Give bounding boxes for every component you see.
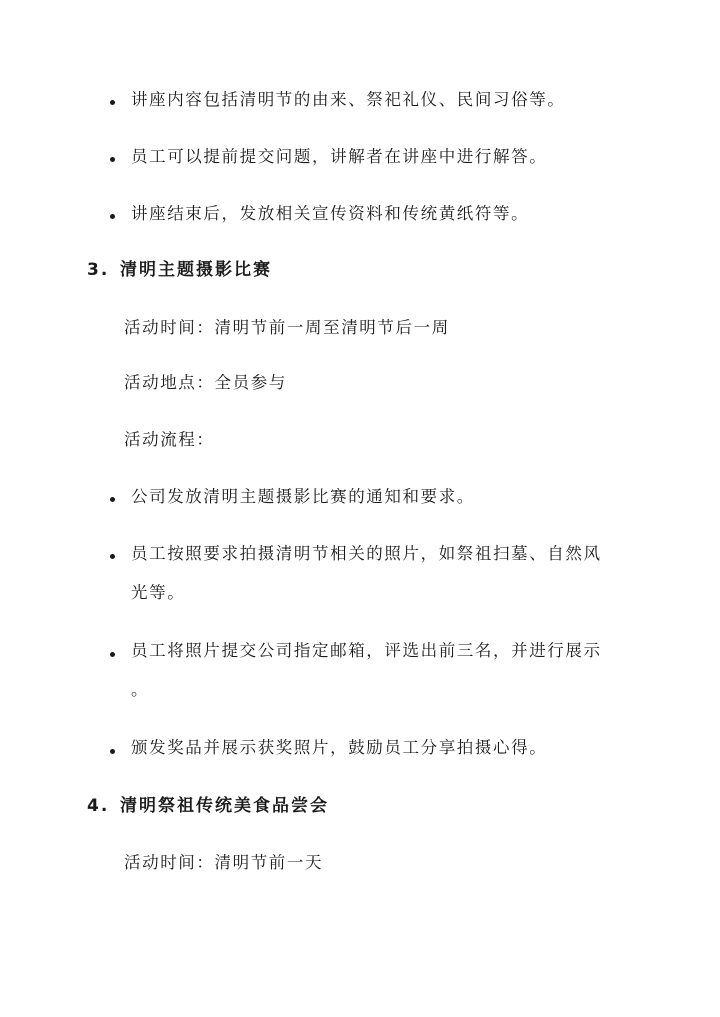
bullet-dot	[110, 749, 115, 754]
list-item: 公司发放清明主题摄影比赛的通知和要求。	[131, 487, 475, 506]
section-number: 3.	[87, 260, 110, 280]
activity-time: 活动时间：清明节前一周至清明节后一周	[124, 318, 450, 337]
bullet-dot	[110, 497, 115, 502]
list-item: 员工可以提前提交问题，讲解者在讲座中进行解答。	[131, 147, 548, 166]
section-title: 清明祭祖传统美食品尝会	[120, 796, 329, 816]
activity-place: 活动地点：全员参与	[124, 373, 287, 392]
list-item-continuation: 。	[131, 680, 150, 699]
bullet-dot	[110, 554, 115, 559]
list-item: 员工按照要求拍摄清明节相关的照片，如祭祖扫墓、自然风	[131, 544, 602, 563]
list-item: 讲座内容包括清明节的由来、祭祀礼仪、民间习俗等。	[131, 90, 566, 109]
section-number: 4.	[87, 796, 110, 816]
list-item: 讲座结束后，发放相关宣传资料和传统黄纸符等。	[131, 204, 530, 223]
bullet-dot	[110, 157, 115, 162]
bullet-dot	[110, 652, 115, 657]
activity-flow-label: 活动流程：	[124, 430, 215, 449]
list-item: 员工将照片提交公司指定邮箱，评选出前三名，并进行展示	[131, 641, 602, 660]
activity-time: 活动时间：清明节前一天	[124, 853, 324, 872]
section-heading	[87, 795, 329, 817]
bullet-dot	[110, 214, 115, 219]
section-heading	[87, 259, 272, 281]
list-item-continuation: 光等。	[131, 583, 186, 602]
bullet-dot	[110, 100, 115, 105]
section-title: 清明主题摄影比赛	[120, 260, 272, 280]
list-item: 颁发奖品并展示获奖照片，鼓励员工分享拍摄心得。	[131, 738, 548, 757]
